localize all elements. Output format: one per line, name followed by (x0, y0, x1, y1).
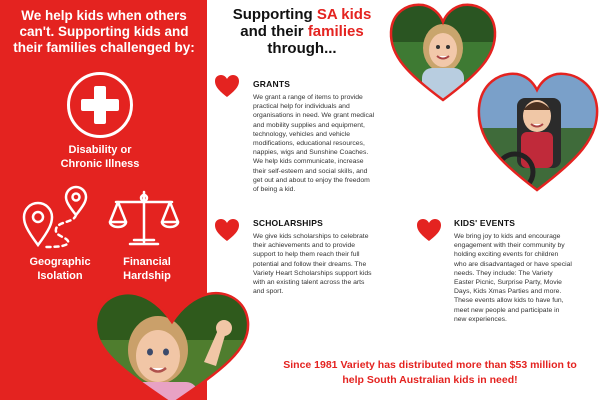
page-title: Supporting SA kids and their families through... (232, 6, 372, 57)
grants-text: We grant a range of items to provide practical help for individuals and organisations in need. We grant medical and mobility supplies and equipment, technology, vehicles and vehicle modifications, educational resources, nappies, wigs and Sunshine Coaches. We help kids communicate, increase their self-esteem and social skills, and get out and about to enjoy the freedom of being a kid. (253, 94, 375, 194)
geographic-caption: Geographic Isolation (29, 256, 91, 282)
girl-heart-photo (92, 290, 252, 400)
disability-caption: Disability or Chronic Illness (60, 144, 140, 170)
scholarships-text: We give kids scholarships to celebrate their achievements and to provide support to help them reach their full potential and follow their dreams. The Variety Heart Scholarships support kids with an existing talent across the arts and sport. (253, 233, 372, 296)
events-heart-icon (416, 218, 442, 242)
events-title: KIDS' EVENTS (454, 218, 516, 228)
boy-wheelchair-heart-photo (475, 68, 600, 193)
scholarships-heart-icon (214, 218, 240, 242)
map-pin-route-icon (18, 185, 96, 250)
left-panel (0, 0, 207, 400)
scholarships-title: SCHOLARSHIPS (253, 218, 323, 228)
financial-caption: Financial Hardship (123, 256, 171, 282)
grants-title: GRANTS (253, 79, 291, 89)
funding-banner: Since 1981 Variety has distributed more than $53 million to help South Australian kids in need! (283, 359, 577, 386)
left-panel-heading: We help kids when others can't. Supporting kids and their families challenged by: (13, 8, 195, 55)
grants-heart-icon (214, 74, 240, 98)
scales-icon (108, 188, 180, 250)
events-text: We bring joy to kids and encourage engagement with their community by holding exciting events for children who are disadvantaged or have special needs. They include: The Variety Easter Picnic, Surprise Party, Movie Days, Kids Xmas Parties and more. These events allow kids to have fun, meet new people and participate in new experiences. (454, 233, 572, 323)
